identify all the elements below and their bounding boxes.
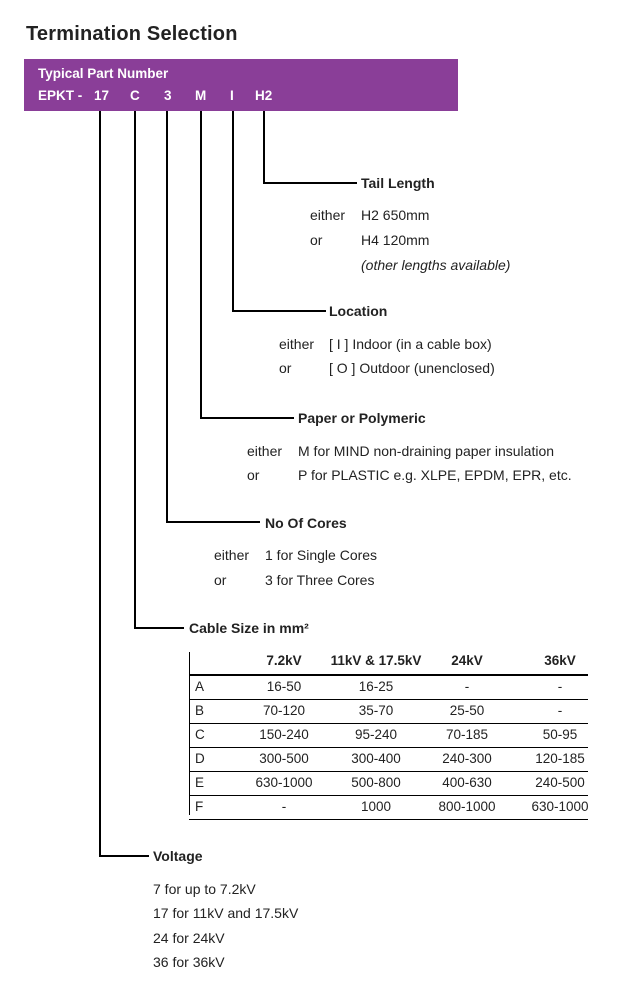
tail-length-heading: Tail Length	[361, 175, 435, 191]
wire-cable-size-horizontal	[134, 627, 184, 629]
code-paper-polymeric: M	[195, 88, 207, 103]
wire-location-vertical	[232, 111, 234, 312]
paper-heading: Paper or Polymeric	[298, 410, 426, 426]
location-either: either	[279, 336, 315, 352]
voltage-option-17: 17 for 11kV and 17.5kV	[153, 905, 299, 921]
code-cores: 3	[164, 88, 172, 103]
table-cell: 150-240	[259, 727, 309, 742]
table-cell: 25-50	[449, 703, 485, 718]
table-row-code: C	[195, 727, 205, 742]
table-cell: 240-500	[535, 775, 585, 790]
table-row-code: B	[195, 703, 205, 718]
cores-or: or	[214, 572, 227, 588]
location-option-outdoor: [ O ] Outdoor (unenclosed)	[329, 360, 495, 376]
table-cell: 70-185	[445, 727, 489, 742]
table-row-code: E	[195, 775, 205, 790]
table-cell: 300-500	[259, 751, 309, 766]
table-cell: 50-95	[542, 727, 578, 742]
table-cell: 35-70	[358, 703, 394, 718]
table-cell: -	[557, 679, 563, 694]
wire-paper-horizontal	[200, 417, 294, 419]
location-heading: Location	[329, 303, 388, 319]
table-header-rule	[189, 674, 588, 676]
code-cable-size: C	[130, 88, 140, 103]
table-cell: 120-185	[535, 751, 585, 766]
table-row-rule	[189, 747, 588, 748]
wire-tail-length-horizontal	[263, 182, 357, 184]
wire-paper-vertical	[200, 111, 202, 419]
table-cell: 95-240	[354, 727, 398, 742]
table-cell: 1000	[360, 799, 392, 814]
wire-tail-length-vertical	[263, 111, 265, 183]
table-cell: 70-120	[262, 703, 306, 718]
cores-option-single: 1 for Single Cores	[265, 547, 378, 563]
voltage-option-24: 24 for 24kV	[153, 930, 225, 946]
table-cell: 500-800	[351, 775, 401, 790]
table-cell: 16-25	[358, 679, 394, 694]
table-row-rule	[189, 723, 588, 724]
banner-label: Typical Part Number	[38, 66, 169, 81]
table-cell: 800-1000	[438, 799, 496, 814]
code-voltage: 17	[94, 88, 110, 103]
page-title: Termination Selection	[26, 23, 238, 45]
cores-either: either	[214, 547, 250, 563]
paper-or: or	[247, 467, 260, 483]
tail-length-note: (other lengths available)	[361, 257, 511, 273]
cable-size-heading: Cable Size in mm²	[189, 620, 309, 636]
tail-length-either: either	[310, 207, 346, 223]
table-row-code: D	[195, 751, 205, 766]
code-location: I	[230, 88, 234, 103]
table-cell: 16-50	[266, 679, 302, 694]
wire-voltage-vertical	[99, 111, 101, 857]
table-cell: -	[464, 679, 470, 694]
location-option-indoor: [ I ] Indoor (in a cable box)	[329, 336, 492, 352]
table-column-header: 36kV	[544, 653, 576, 668]
tail-length-option-h2: H2 650mm	[361, 207, 430, 223]
tail-length-option-h4: H4 120mm	[361, 232, 430, 248]
paper-option-mind: M for MIND non-draining paper insulation	[298, 443, 555, 459]
wire-cores-horizontal	[166, 521, 260, 523]
table-row-rule	[189, 795, 588, 796]
wire-voltage-horizontal	[99, 855, 149, 857]
table-cell: 630-1000	[531, 799, 589, 814]
code-tail-length: H2	[255, 88, 273, 103]
tail-length-or: or	[310, 232, 323, 248]
table-cell: 300-400	[351, 751, 401, 766]
table-cell: 630-1000	[255, 775, 313, 790]
table-left-rule	[189, 652, 190, 815]
table-row-rule	[189, 699, 588, 700]
table-cell: 240-300	[442, 751, 492, 766]
table-column-header: 11kV & 17.5kV	[330, 653, 422, 668]
voltage-option-36: 36 for 36kV	[153, 954, 225, 970]
wire-location-horizontal	[232, 310, 326, 312]
table-cell: -	[281, 799, 287, 814]
table-column-header: 24kV	[451, 653, 483, 668]
table-cell: -	[557, 703, 563, 718]
paper-option-plastic: P for PLASTIC e.g. XLPE, EPDM, EPR, etc.	[298, 467, 572, 483]
code-prefix: EPKT -	[38, 88, 83, 103]
table-row-code: A	[195, 679, 205, 694]
wire-cores-vertical	[166, 111, 168, 523]
cores-heading: No Of Cores	[265, 515, 347, 531]
voltage-heading: Voltage	[153, 848, 203, 864]
table-column-header: 7.2kV	[266, 653, 302, 668]
table-cell: 400-630	[442, 775, 492, 790]
table-row-code: F	[195, 799, 204, 814]
cores-option-three: 3 for Three Cores	[265, 572, 375, 588]
paper-either: either	[247, 443, 283, 459]
wire-cable-size-vertical	[134, 111, 136, 629]
table-row-rule	[189, 819, 588, 820]
voltage-option-7: 7 for up to 7.2kV	[153, 881, 256, 897]
location-or: or	[279, 360, 292, 376]
table-row-rule	[189, 771, 588, 772]
